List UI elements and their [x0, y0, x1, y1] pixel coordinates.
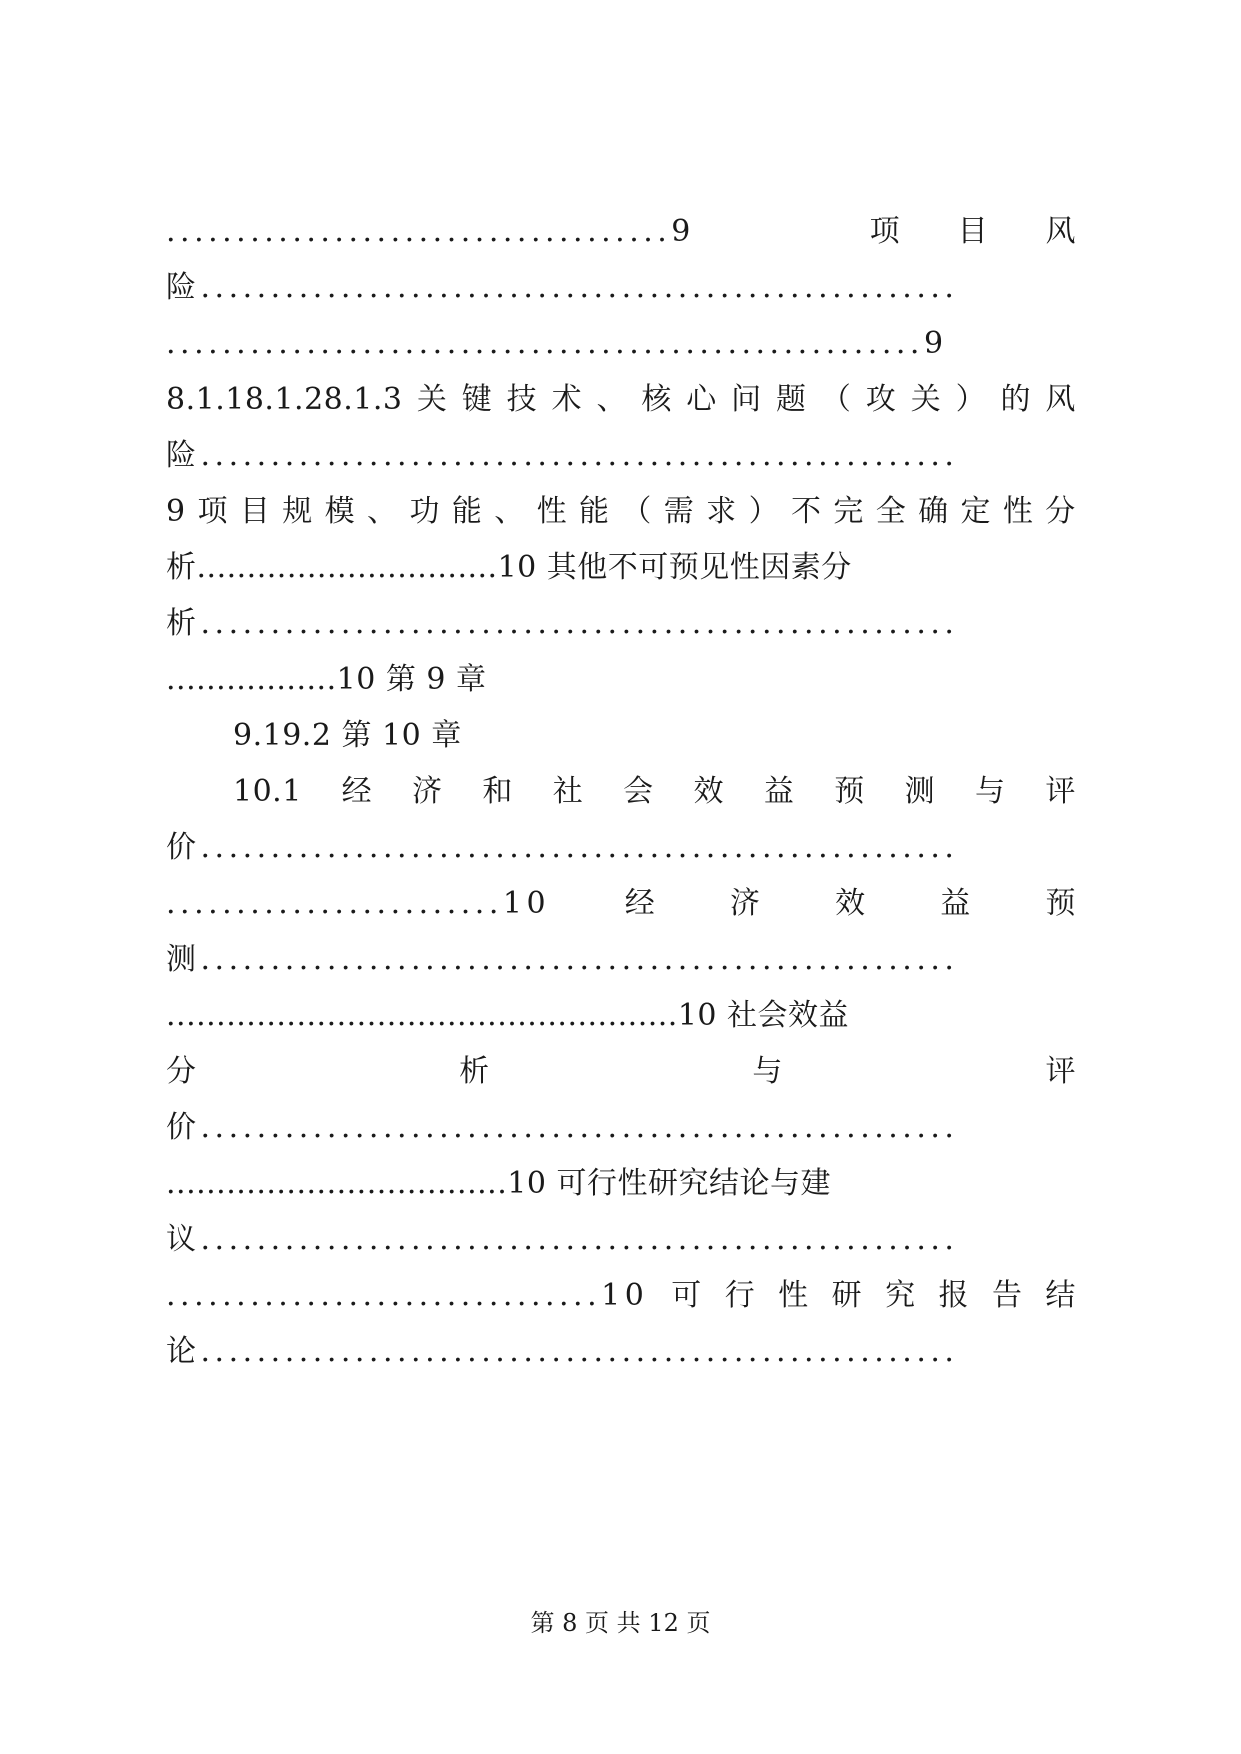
toc-word: 全 [875, 494, 907, 529]
toc-word: 评 [1045, 774, 1076, 809]
toc-word: 益 [763, 774, 795, 809]
toc-word: 目 [957, 214, 989, 249]
toc-word: 术 [551, 382, 583, 417]
toc-word: 风 [1045, 214, 1076, 249]
toc-word: 攻 [865, 382, 897, 417]
toc-line-13 [166, 882, 1076, 926]
toc-line-17: 价...................................................... [166, 1110, 959, 1145]
toc-word: 与 [975, 774, 1006, 809]
toc-line-5: 险...................................................... [166, 438, 959, 473]
toc-word: 项 [869, 214, 901, 249]
toc-line-9: .................10 第 9 章 [166, 662, 487, 697]
toc-word: 的 [1000, 382, 1031, 417]
toc-word: 核 [641, 382, 672, 417]
toc-word: 与 [752, 1054, 783, 1089]
toc-word: 技 [506, 382, 538, 417]
toc-leader: ....................................9 [166, 214, 695, 249]
toc-word: 目 [239, 494, 271, 529]
toc-word: 问 [731, 382, 762, 417]
toc-word: 分 [166, 1054, 197, 1089]
toc-word: 功 [409, 494, 440, 529]
toc-word: 社 [552, 774, 584, 809]
toc-line-7: 析..............................10 其他不可预见性因素分 [166, 550, 852, 585]
toc-word: 效 [693, 774, 725, 809]
toc-word: 报 [938, 1278, 970, 1313]
toc-word: 、 [596, 382, 627, 417]
toc-word: ） [955, 382, 987, 417]
toc-line-12: 价...................................................... [166, 830, 959, 865]
toc-word: ） [748, 494, 780, 529]
toc-word: 经 [624, 886, 656, 921]
toc-word: 8.1.18.1.28.1.3 [166, 382, 403, 417]
toc-word: 评 [1045, 1054, 1076, 1089]
toc-line-14: 测...................................................... [166, 942, 959, 977]
toc-word: 测 [904, 774, 936, 809]
toc-word: 能 [451, 494, 483, 529]
toc-word: 预 [1045, 886, 1076, 921]
toc-word: 和 [482, 774, 513, 809]
toc-word: 、 [367, 494, 398, 529]
toc-line-18: ..................................10 可行性研究结论与建 [166, 1166, 831, 1201]
toc-leader: ........................10 [166, 886, 551, 921]
toc-word: 10.1 [233, 774, 302, 809]
toc-word: 规 [282, 494, 313, 529]
toc-word: 风 [1045, 382, 1076, 417]
page-footer: 第 8 页 共 12 页 [530, 1609, 711, 1637]
toc-word: 性 [778, 1278, 809, 1313]
toc-line-10: 9.19.2 第 10 章 [233, 718, 462, 753]
toc-word: 9 [166, 494, 186, 529]
toc-word: 完 [833, 494, 864, 529]
toc-word: 济 [412, 774, 443, 809]
toc-line-21: 论...................................................... [166, 1334, 959, 1369]
toc-word: 确 [918, 494, 949, 529]
toc-line-19: 议...................................................... [166, 1222, 959, 1257]
toc-word: （ [820, 382, 852, 417]
toc-word: 能 [579, 494, 610, 529]
toc-line-1 [166, 210, 1076, 254]
toc-word: 会 [623, 774, 654, 809]
toc-line-3: ......................................................9 [166, 326, 948, 361]
toc-word: 键 [461, 382, 493, 417]
toc-word: 性 [536, 494, 568, 529]
toc-word: 效 [835, 886, 866, 921]
toc-word: 不 [790, 494, 822, 529]
toc-line-4 [166, 378, 1076, 422]
toc-word: 经 [341, 774, 373, 809]
toc-word: 求 [706, 494, 737, 529]
toc-word: 定 [960, 494, 992, 529]
toc-word: 益 [940, 886, 971, 921]
toc-word: 模 [324, 494, 356, 529]
toc-line-6 [166, 490, 1076, 534]
toc-leader: ...............................10 [166, 1278, 649, 1313]
toc-word: 项 [197, 494, 228, 529]
toc-word: 分 [1045, 494, 1076, 529]
toc-word: 性 [1002, 494, 1034, 529]
toc-word: （ [621, 494, 652, 529]
toc-word: 济 [729, 886, 761, 921]
toc-word: 需 [663, 494, 695, 529]
toc-line-20 [166, 1274, 1076, 1318]
toc-word: 可 [671, 1278, 702, 1313]
toc-word: 结 [1045, 1278, 1076, 1313]
toc-word: 行 [724, 1278, 756, 1313]
toc-word: 究 [885, 1278, 916, 1313]
toc-word: 研 [831, 1278, 863, 1313]
toc-word: 析 [459, 1054, 490, 1089]
toc-line-16 [166, 1050, 1076, 1094]
toc-line-8: 析...................................................... [166, 606, 959, 641]
toc-word: 预 [834, 774, 865, 809]
toc-word: 心 [686, 382, 717, 417]
toc-word: 关 [910, 382, 942, 417]
toc-word: 题 [776, 382, 807, 417]
toc-word: 关 [416, 382, 448, 417]
toc-line-15: ...................................................10 社会效益 [166, 998, 850, 1033]
toc-word: 、 [494, 494, 525, 529]
toc-line-11 [233, 770, 1076, 814]
toc-line-2: 险...................................................... [166, 270, 959, 305]
toc-word: 告 [991, 1278, 1023, 1313]
